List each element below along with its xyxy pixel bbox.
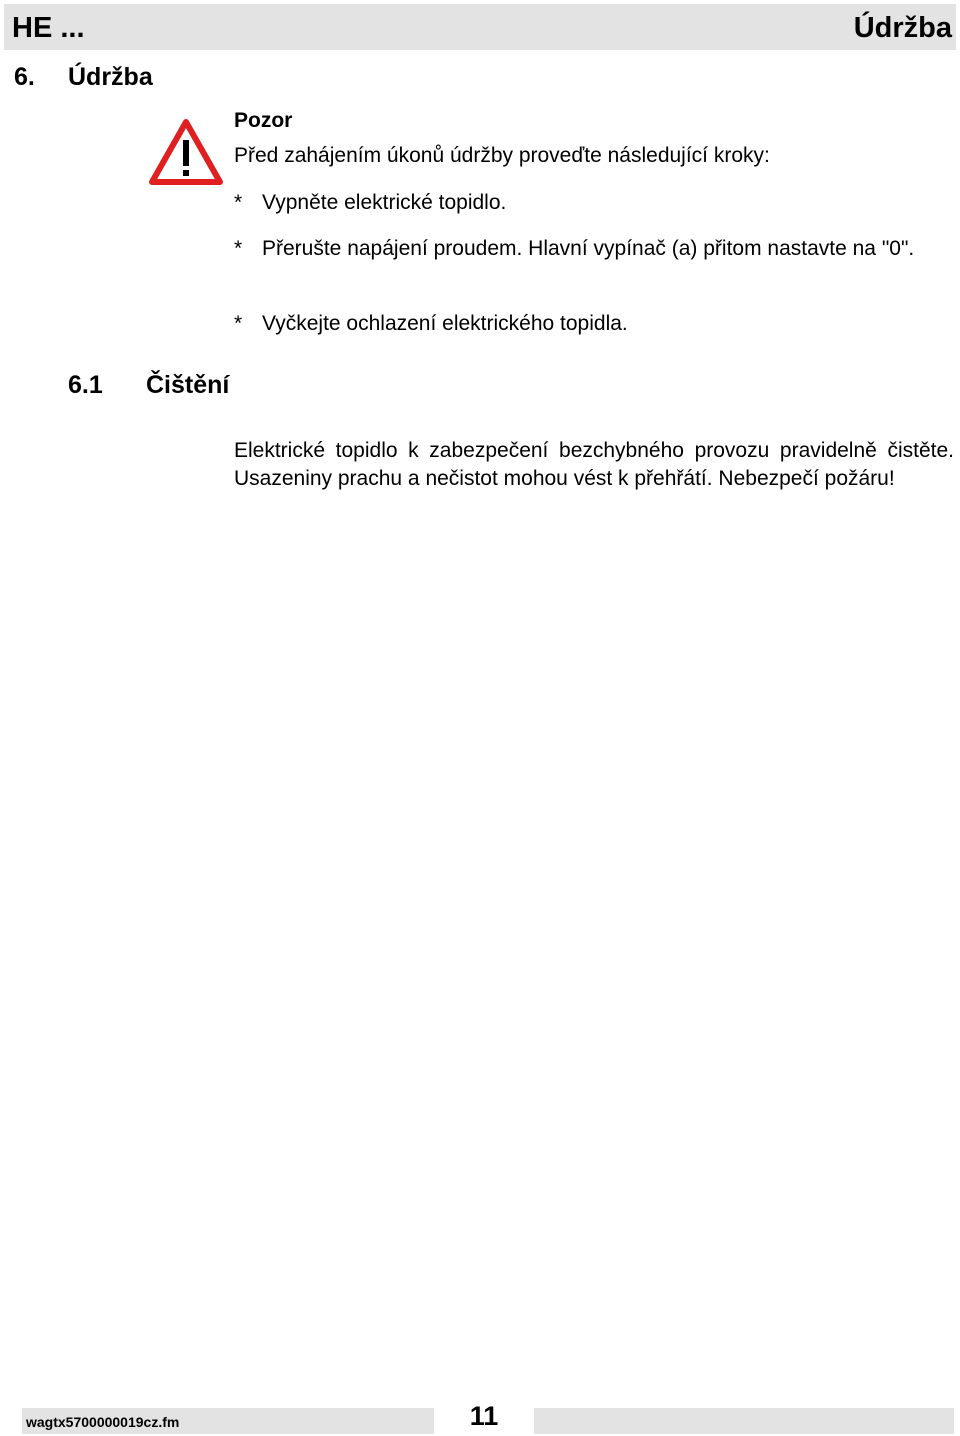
warning-triangle-icon <box>148 118 224 186</box>
subsection-number: 6.1 <box>68 371 103 399</box>
subsection-title: Čištění <box>146 371 230 399</box>
cleaning-paragraph: Elektrické topidlo k zabezpečení bezchybného provozu pravidelně čistěte. Usazeniny prachu a nečistot mohou vést k přehřátí. Nebezpečí požáru! <box>234 439 954 490</box>
step-text: Vypněte elektrické topidlo. <box>262 191 507 214</box>
footer-bar-right <box>534 1408 954 1434</box>
step-item <box>234 310 956 338</box>
section-number: 6. <box>14 63 35 91</box>
header-document-title: HE ... <box>12 12 85 44</box>
step-item <box>234 189 956 217</box>
footer-file-name: wagtx5700000019cz.fm <box>26 1414 180 1430</box>
step-bullet: * <box>234 312 243 335</box>
step-bullet: * <box>234 237 243 260</box>
header-chapter-title: Údržba <box>853 12 952 44</box>
warning-heading: Pozor <box>234 109 293 132</box>
section-title: Údržba <box>68 63 153 91</box>
page-number: 11 <box>469 1401 499 1431</box>
step-text: Přerušte napájení proudem. Hlavní vypínač (a) přitom nastavte na "0". <box>262 237 915 260</box>
step-item <box>234 235 956 263</box>
step-bullet: * <box>234 191 243 214</box>
header-bar <box>4 4 956 50</box>
warning-intro: Před zahájením úkonů údržby proveďte následující kroky: <box>234 144 770 167</box>
step-text: Vyčkejte ochlazení elektrického topidla. <box>262 312 628 335</box>
